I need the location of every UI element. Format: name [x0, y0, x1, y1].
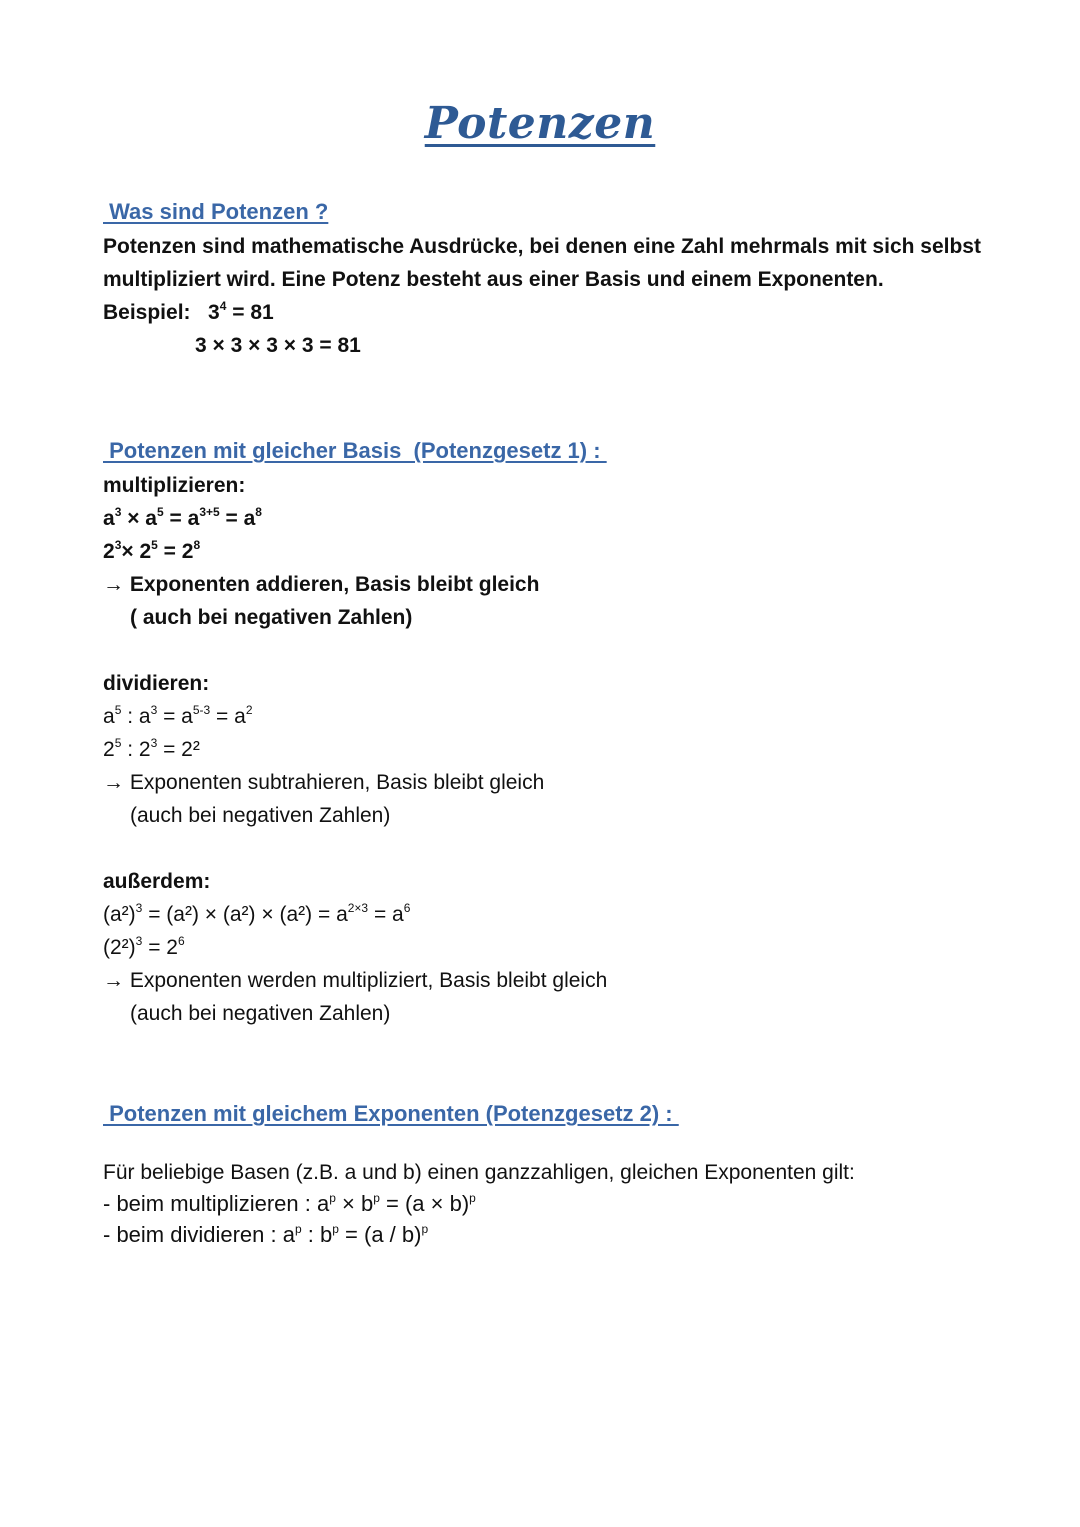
page-title: Potenzen	[424, 98, 656, 149]
multiply-formula-2: $2^3\times 2^5 = 2^8$	[103, 538, 201, 563]
divide-rule: → Exponenten subtrahieren, Basis bleibt gleich	[103, 771, 545, 794]
definition-line-2: multipliziert wird. Eine Potenz besteht aus einer Basis und einem Exponenten.	[103, 268, 884, 291]
divide-formula-a: $a^5$ : $a^3 = a^{5-3} = a^2$	[103, 703, 253, 728]
law2-multiply: - beim multiplizieren : $a^p \times b^p = (a \times b)^p$	[103, 1191, 476, 1216]
section-heading-gleiche-basis: Potenzen mit gleicher Basis (Potenzgesetz 1) :	[103, 438, 607, 463]
multiplizieren-label: multiplizieren:	[103, 474, 246, 497]
ausserdem-label: außerdem:	[103, 870, 211, 893]
section-heading-gleicher-exponent: Potenzen mit gleichem Exponenten (Potenzgesetz 2) :	[103, 1101, 679, 1126]
divide-formula-2: $2^5$ : $2^3 = 2^2$	[103, 736, 200, 761]
definition-line-1: Potenzen sind mathematische Ausdrücke, bei denen eine Zahl mehrmals mit sich selbst	[103, 235, 981, 258]
example-line-1: Beispiel: $3^4 = 81$	[103, 299, 274, 324]
power-of-power-rule: → Exponenten werden multipliziert, Basis bleibt gleich	[103, 969, 608, 992]
example-line-2: 3 × 3 × 3 × 3 = 81	[195, 334, 361, 357]
power-of-power-note: (auch bei negativen Zahlen)	[130, 1002, 391, 1025]
divide-note: (auch bei negativen Zahlen)	[130, 804, 391, 827]
section-heading-was-sind-potenzen: Was sind Potenzen ?	[103, 199, 329, 224]
dividieren-label: dividieren:	[103, 672, 210, 695]
power-of-power-formula-2: $(2^2)^3 = 2^6$	[103, 934, 185, 959]
law2-intro: Für beliebige Basen (z.B. a und b) einen ganzzahligen, gleichen Exponenten gilt:	[103, 1161, 855, 1184]
multiply-note: ( auch bei negativen Zahlen)	[130, 606, 413, 629]
law2-divide: - beim dividieren : $a^p$ : $b^p = (a / b)^p$	[103, 1222, 429, 1247]
multiply-formula-a: $a^3 \times a^5 = a^{3+5} = a^8$	[103, 505, 262, 530]
multiply-rule: → Exponenten addieren, Basis bleibt gleich	[103, 573, 540, 596]
power-of-power-formula-a: $(a^2)^3 = (a^2) \times (a^2) \times (a^2) = a^{2\times 3} = a^6$	[103, 901, 411, 926]
